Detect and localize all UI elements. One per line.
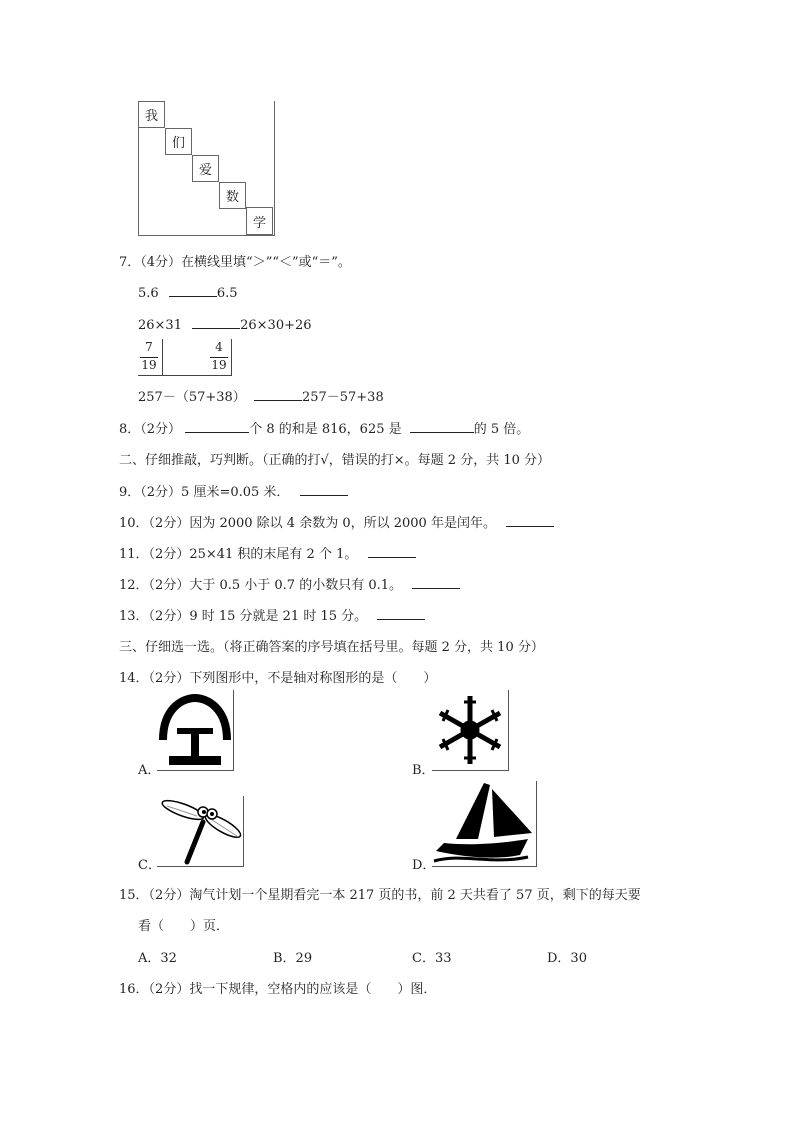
q14-option-d-image[interactable] bbox=[432, 781, 537, 867]
staircase-figure bbox=[138, 101, 275, 236]
q7-row2 bbox=[138, 316, 312, 333]
judge-item-11-blank[interactable] bbox=[368, 545, 416, 558]
stair-char-2: 们 bbox=[165, 128, 192, 155]
q15-option-d[interactable]: D．30 bbox=[547, 951, 587, 966]
q14-stem: 14．（2分）下列图形中，不是轴对称图形的是（ ） bbox=[119, 671, 437, 686]
q7-row2-left: 26×31 bbox=[138, 318, 182, 333]
judge-item-11-text: 11．（2分）25×41 积的末尾有 2 个 1。 bbox=[119, 547, 358, 562]
q7-row4-left: 257－（57+38） bbox=[138, 390, 246, 405]
stair-char-5: 学 bbox=[246, 207, 273, 235]
q7-row4-right: 257－57+38 bbox=[301, 390, 384, 405]
q7-row4-blank[interactable] bbox=[254, 388, 302, 401]
q7-row2-right: 26×30+26 bbox=[240, 318, 312, 333]
q14-option-d-label[interactable]: D． bbox=[412, 858, 436, 873]
judge-item-13-text: 13．（2分）9 时 15 分就是 21 时 15 分。 bbox=[119, 609, 368, 624]
snowflake-icon bbox=[432, 690, 508, 770]
q7-row4 bbox=[138, 386, 384, 405]
q7-row1 bbox=[138, 284, 238, 301]
q7-row3-right-denominator: 19 bbox=[211, 358, 227, 372]
q8-text-2: 的 5 倍。 bbox=[473, 422, 530, 437]
q15-line-2: 看（ ）页． bbox=[138, 919, 230, 934]
q14-option-c-label[interactable]: C． bbox=[138, 858, 161, 873]
q8-number: 8．（2分） bbox=[119, 422, 182, 437]
judge-item-12 bbox=[119, 574, 460, 593]
q14-option-b-image[interactable] bbox=[432, 690, 509, 771]
judge-item-9-blank[interactable] bbox=[300, 483, 348, 496]
q7-row1-left: 5.6 bbox=[138, 286, 159, 301]
q7-row3-left-fraction-box bbox=[138, 339, 163, 376]
judge-item-11 bbox=[119, 543, 416, 562]
section-2-heading: 二、仔细推敲，巧判断。（正确的打√，错误的打×。每题 2 分，共 10 分） bbox=[119, 453, 551, 468]
q15-option-a[interactable]: A．32 bbox=[138, 951, 177, 966]
q14-option-b-label[interactable]: B． bbox=[412, 763, 435, 778]
dragonfly-icon bbox=[157, 796, 243, 866]
q8-blank-2[interactable] bbox=[410, 420, 474, 433]
q7-row3-left-numerator: 7 bbox=[145, 340, 153, 354]
q7-row1-right: 6.5 bbox=[216, 286, 238, 301]
q15-option-b[interactable]: B．29 bbox=[273, 951, 313, 966]
judge-item-10-text: 10．（2分）因为 2000 除以 4 余数为 0，所以 2000 年是闰年。 bbox=[119, 516, 496, 531]
stair-char-1: 我 bbox=[138, 101, 165, 128]
stair-char-3: 爱 bbox=[192, 155, 219, 182]
judge-item-13-blank[interactable] bbox=[377, 607, 425, 620]
q8 bbox=[119, 418, 529, 437]
judge-item-9 bbox=[119, 481, 348, 500]
q15-line-1: 15．（2分）淘气计划一个星期看完一本 217 页的书，前 2 天共看了 57 页，剩下的每天要 bbox=[119, 888, 641, 903]
judge-item-10 bbox=[119, 512, 554, 531]
q7-row3-right-fraction-box bbox=[207, 339, 232, 376]
q15-option-c[interactable]: C．33 bbox=[412, 951, 452, 966]
q14-option-a-label[interactable]: A． bbox=[138, 763, 161, 778]
stair-char-4: 数 bbox=[219, 182, 246, 209]
q7-row3-left-denominator: 19 bbox=[141, 358, 157, 372]
sailboat-icon bbox=[432, 781, 536, 866]
q7-row2-blank[interactable] bbox=[192, 316, 240, 329]
q7-row1-blank[interactable] bbox=[169, 284, 217, 297]
q14-option-c-image[interactable] bbox=[157, 796, 244, 867]
judge-item-12-text: 12．（2分）大于 0.5 小于 0.7 的小数只有 0.1。 bbox=[119, 578, 402, 593]
q7-row3-middle-blank-box[interactable] bbox=[162, 339, 207, 376]
q8-blank-1[interactable] bbox=[185, 420, 249, 433]
judge-item-10-blank[interactable] bbox=[506, 514, 554, 527]
judge-item-12-blank[interactable] bbox=[412, 576, 460, 589]
q14-option-a-image[interactable] bbox=[157, 690, 234, 771]
section-3-heading: 三、仔细选一选。（将正确答案的序号填在括号里。每题 2 分，共 10 分） bbox=[119, 640, 544, 655]
q7-row3-right-numerator: 4 bbox=[215, 340, 223, 354]
q16-stem: 16．（2分）找一下规律，空格内的应该是（ ）图． bbox=[119, 982, 437, 997]
q7-stem: 7．（4分）在横线里填“＞”“＜”或“＝”。 bbox=[119, 255, 351, 270]
q8-text-1: 个 8 的和是 816，625 是 bbox=[249, 422, 402, 437]
judge-item-9-text: 9．（2分）5 厘米=0.05 米． bbox=[119, 485, 290, 500]
bridge-icon bbox=[157, 690, 233, 770]
judge-item-13 bbox=[119, 605, 425, 624]
